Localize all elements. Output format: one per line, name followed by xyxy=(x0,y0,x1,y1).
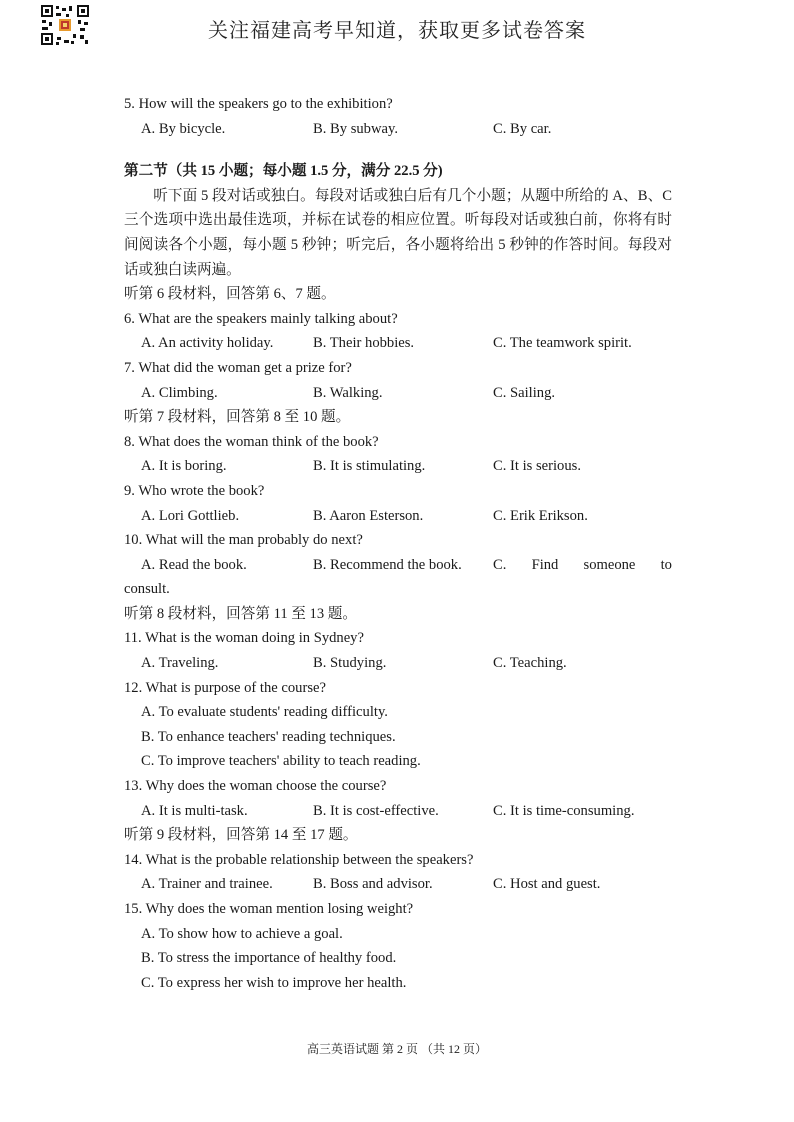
option-c-continuation: consult. xyxy=(124,581,170,598)
option-b: B. Their hobbies. xyxy=(313,335,415,352)
option-c-word: Find xyxy=(531,556,559,573)
question-13: 13. Why does the woman choose the course? xyxy=(124,778,387,795)
question-7: 7. What did the woman get a prize for? xyxy=(124,359,352,376)
question-14: 14. What is the probable relationship between the speakers? xyxy=(124,851,474,868)
question-10-options xyxy=(124,553,672,578)
option-b: B. It is cost-effective. xyxy=(313,802,439,819)
option-c-word: C. xyxy=(493,556,507,573)
option-b: B. Walking. xyxy=(313,384,383,401)
question-15: 15. Why does the woman mention losing weight? xyxy=(124,901,414,917)
option-b: B. By subway. xyxy=(313,120,398,137)
question-10: 10. What will the man probably do next? xyxy=(124,532,363,549)
question-5: 5. How will the speakers go to the exhibition? xyxy=(124,96,393,112)
option-c xyxy=(493,553,672,578)
header-banner: 关注福建高考早知道，获取更多试卷答案 xyxy=(208,20,586,42)
option-a: A. Trainer and trainee. xyxy=(141,876,273,893)
question-5-options xyxy=(124,117,672,142)
option-a: A. Traveling. xyxy=(141,655,219,672)
option-a: A. An activity holiday. xyxy=(141,335,274,352)
section-instructions: 听下面 5 段对话或独白。每段对话或独白后有几个小题；从题中所给的 A、B、C 三个选项中选出最佳选项，并标在试卷的相应位置。听每段对话或独白前，你将有时间阅读各个小题，每小题 5 秒钟；听完后，各小题将给出 5 秒钟的作答时间。每段对话或独白读两遍。 xyxy=(124,187,672,278)
material-8-heading: 听第 8 段材料，回答第 11 至 13 题。 xyxy=(124,605,357,622)
option-a: A. To evaluate students' reading difficulty. xyxy=(141,704,388,721)
material-7-heading: 听第 7 段材料，回答第 8 至 10 题。 xyxy=(124,409,351,426)
option-c: C. To improve teachers' ability to teach reading. xyxy=(141,753,421,770)
question-11: 11. What is the woman doing in Sydney? xyxy=(124,630,364,647)
option-b: B. Recommend the book. xyxy=(313,556,462,573)
question-8-options xyxy=(124,454,672,479)
option-c: C. Erik Erikson. xyxy=(493,507,588,524)
question-6: 6. What are the speakers mainly talking about? xyxy=(124,310,398,327)
question-13-options xyxy=(124,799,672,824)
option-a: A. Climbing. xyxy=(141,384,218,401)
option-b: B. It is stimulating. xyxy=(313,458,426,475)
option-b: B. Aaron Esterson. xyxy=(313,507,424,524)
option-c: C. Teaching. xyxy=(493,655,567,672)
option-c: C. By car. xyxy=(493,120,552,137)
option-b: B. To enhance teachers' reading techniques. xyxy=(141,728,396,745)
material-6-heading: 听第 6 段材料，回答第 6、7 题。 xyxy=(124,286,336,303)
option-c: C. It is serious. xyxy=(493,458,581,475)
option-a: A. Lori Gottlieb. xyxy=(141,507,240,524)
section-title: 第二节（共 15 小题；每小题 1.5 分，满分 22.5 分) xyxy=(124,163,443,180)
question-12: 12. What is purpose of the course? xyxy=(124,679,326,696)
option-a: A. It is boring. xyxy=(141,458,227,475)
question-6-options xyxy=(124,331,672,356)
material-9-heading: 听第 9 段材料，回答第 14 至 17 题。 xyxy=(124,827,358,844)
question-9-options xyxy=(124,504,672,529)
question-7-options xyxy=(124,381,672,406)
option-a: A. Read the book. xyxy=(141,556,247,573)
option-c: C. The teamwork spirit. xyxy=(493,335,632,352)
question-9: 9. Who wrote the book? xyxy=(124,482,265,499)
question-14-options xyxy=(124,872,672,897)
question-11-options xyxy=(124,651,672,676)
question-8: 8. What does the woman think of the book? xyxy=(124,433,379,450)
option-c: C. To express her wish to improve her health. xyxy=(141,974,407,991)
option-c: C. Sailing. xyxy=(493,384,556,401)
option-a: A. To show how to achieve a goal. xyxy=(141,925,343,942)
option-c-word: someone xyxy=(583,556,636,573)
option-b: B. To stress the importance of healthy food. xyxy=(141,950,397,967)
option-a: A. By bicycle. xyxy=(141,120,226,137)
option-c: C. Host and guest. xyxy=(493,876,601,893)
option-b: B. Boss and advisor. xyxy=(313,876,433,893)
exam-content xyxy=(124,92,672,995)
option-c: C. It is time-consuming. xyxy=(493,802,635,819)
page-footer: 高三英语试题 第 2 页 （共 12 页） xyxy=(306,1042,487,1056)
option-c-word: to xyxy=(660,556,672,573)
option-a: A. It is multi-task. xyxy=(141,802,248,819)
option-b: B. Studying. xyxy=(313,655,387,672)
